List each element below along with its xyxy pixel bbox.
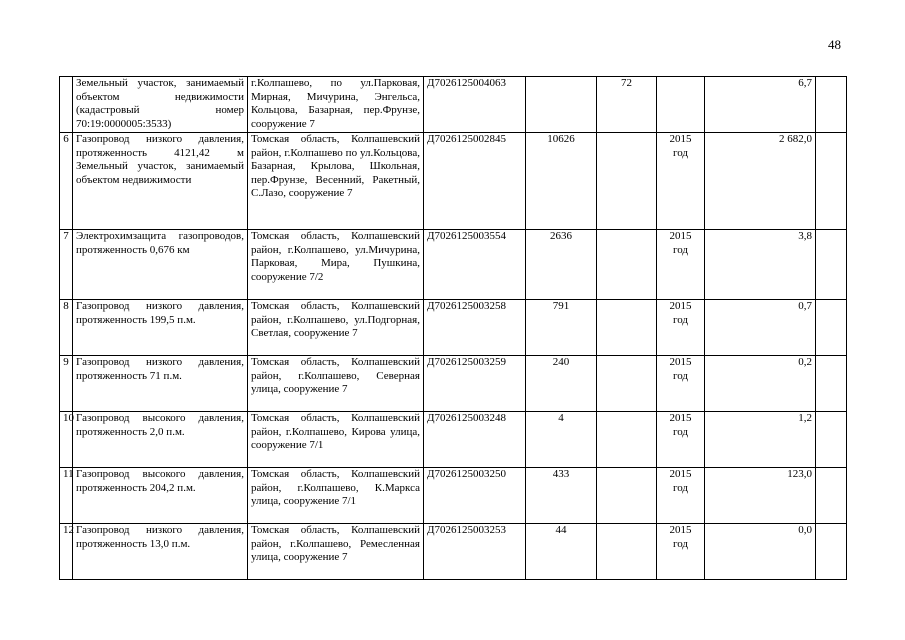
- object-value: 6,7: [705, 77, 816, 133]
- empty-cell: [816, 356, 847, 412]
- object-name: Газопровод низкого давления, протяженность 71 п.м.: [73, 356, 248, 412]
- commission-year: 2015 год: [657, 356, 705, 412]
- commission-year: 2015 год: [657, 524, 705, 580]
- object-value: 0,7: [705, 300, 816, 356]
- object-address: Томская область, Колпашевский район, г.Колпашево, К.Маркса улица, сооружение 7/1: [248, 468, 424, 524]
- table-row: [60, 230, 847, 300]
- commission-year: 2015 год: [657, 412, 705, 468]
- cadastral-number: Д7026125004063: [424, 77, 526, 133]
- table-row: [60, 133, 847, 230]
- object-address: Томская область, Колпашевский район, г.Колпашево, Северная улица, сооружение 7: [248, 356, 424, 412]
- object-area: 44: [526, 524, 597, 580]
- cadastral-number: Д7026125002845: [424, 133, 526, 230]
- property-registry-table: [59, 76, 847, 580]
- object-area: 240: [526, 356, 597, 412]
- object-area: 4: [526, 412, 597, 468]
- row-number: 11: [60, 468, 73, 524]
- object-address: г.Колпашево, по ул.Парковая, Мирная, Мичурина, Энгельса, Кольцова, Базарная, пер.Фрунзе, сооружение 7: [248, 77, 424, 133]
- object-length: [597, 412, 657, 468]
- table-row: [60, 468, 847, 524]
- table-row: [60, 77, 847, 133]
- object-address: Томская область, Колпашевский район, г.Колпашево, Кирова улица, сооружение 7/1: [248, 412, 424, 468]
- row-number: 9: [60, 356, 73, 412]
- table-row: [60, 524, 847, 580]
- object-area: 433: [526, 468, 597, 524]
- object-value: 123,0: [705, 468, 816, 524]
- row-number: 7: [60, 230, 73, 300]
- object-length: [597, 230, 657, 300]
- row-number: 10: [60, 412, 73, 468]
- object-name: Газопровод высокого давления, протяженность 204,2 п.м.: [73, 468, 248, 524]
- object-address: Томская область, Колпашевский район, г.Колпашево, ул.Мичурина, Парковая, Мира, Пушкина, сооружение 7/2: [248, 230, 424, 300]
- row-number: 8: [60, 300, 73, 356]
- table-row: [60, 356, 847, 412]
- object-value: 1,2: [705, 412, 816, 468]
- empty-cell: [816, 77, 847, 133]
- cadastral-number: Д7026125003250: [424, 468, 526, 524]
- object-length: [597, 300, 657, 356]
- empty-cell: [816, 524, 847, 580]
- empty-cell: [816, 412, 847, 468]
- empty-cell: [816, 300, 847, 356]
- object-address: Томская область, Колпашевский район, г.Колпашево, ул.Подгорная, Светлая, сооружение 7: [248, 300, 424, 356]
- object-name: Электрохимзащита газопроводов, протяженность 0,676 км: [73, 230, 248, 300]
- commission-year: 2015 год: [657, 230, 705, 300]
- table-row: [60, 412, 847, 468]
- cadastral-number: Д7026125003258: [424, 300, 526, 356]
- object-name: Газопровод низкого давления, протяженность 4121,42 м Земельный участок, занимаемый объектом недвижимости: [73, 133, 248, 230]
- row-number: [60, 77, 73, 133]
- row-number: 6: [60, 133, 73, 230]
- cadastral-number: Д7026125003248: [424, 412, 526, 468]
- object-area: 2636: [526, 230, 597, 300]
- page-number: 48: [828, 37, 841, 52]
- object-name: Земельный участок, занимаемый объектом недвижимости (кадастровый номер 70:19:0000005:3533): [73, 77, 248, 133]
- object-value: 2 682,0: [705, 133, 816, 230]
- object-length: [597, 524, 657, 580]
- object-value: 3,8: [705, 230, 816, 300]
- empty-cell: [816, 468, 847, 524]
- object-address: Томская область, Колпашевский район, г.Колпашево по ул.Кольцова, Базарная, Крылова, Школьная, пер.Фрунзе, Весенний, Ракетный, С.Лазо, сооружение 7: [248, 133, 424, 230]
- cadastral-number: Д7026125003253: [424, 524, 526, 580]
- cadastral-number: Д7026125003259: [424, 356, 526, 412]
- object-name: Газопровод высокого давления, протяженность 2,0 п.м.: [73, 412, 248, 468]
- row-number: 12: [60, 524, 73, 580]
- table-body: [60, 77, 847, 580]
- empty-cell: [816, 133, 847, 230]
- object-length: 72: [597, 77, 657, 133]
- object-area: 10626: [526, 133, 597, 230]
- object-area: [526, 77, 597, 133]
- cadastral-number: Д7026125003554: [424, 230, 526, 300]
- object-length: [597, 468, 657, 524]
- table-row: [60, 300, 847, 356]
- object-address: Томская область, Колпашевский район, г.Колпашево, Ремесленная улица, сооружение 7: [248, 524, 424, 580]
- object-length: [597, 133, 657, 230]
- commission-year: 2015 год: [657, 468, 705, 524]
- commission-year: 2015 год: [657, 300, 705, 356]
- object-name: Газопровод низкого давления, протяженность 199,5 п.м.: [73, 300, 248, 356]
- object-name: Газопровод низкого давления, протяженность 13,0 п.м.: [73, 524, 248, 580]
- commission-year: [657, 77, 705, 133]
- object-value: 0,0: [705, 524, 816, 580]
- object-value: 0,2: [705, 356, 816, 412]
- commission-year: 2015 год: [657, 133, 705, 230]
- empty-cell: [816, 230, 847, 300]
- object-length: [597, 356, 657, 412]
- object-area: 791: [526, 300, 597, 356]
